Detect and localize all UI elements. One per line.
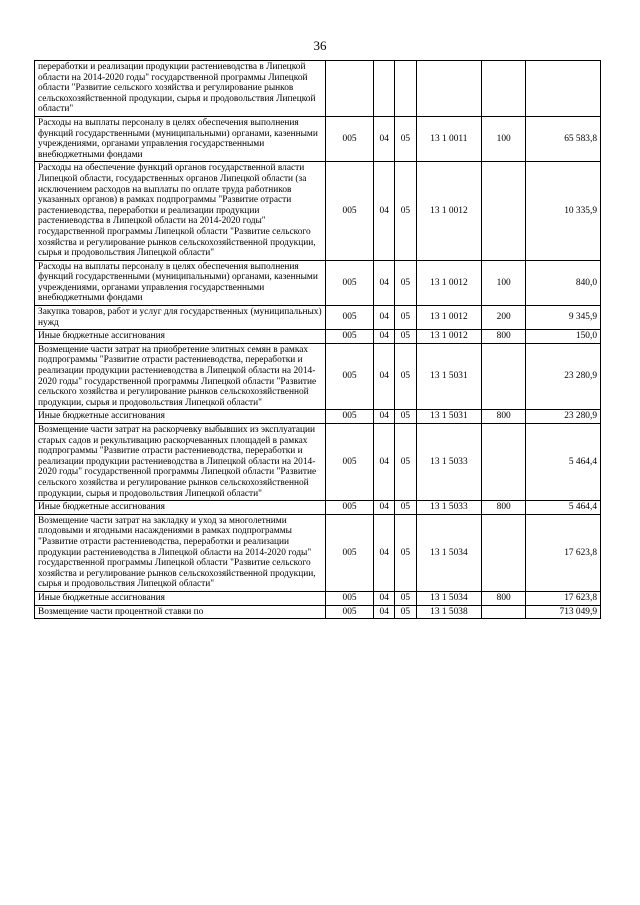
row-expense-type: 800 <box>481 501 525 515</box>
row-description: Расходы на выплаты персоналу в целях обеспечения выполнения функций государственными (муниципальными) органами, казенными учреждениями, органами управления государственными внебюджетными фондами <box>35 116 326 161</box>
row-description: Возмещение части затрат на закладку и уход за многолетними плодовыми и ягодными насаждениями в рамках подпрограммы "Развитие отрасти растениеводства, переработки и реализации продукции растениеводства в Липецкой области на 2014-2020 годы" государственной программы Липецкой области "Развитие сельского хозяйства и регулирование рынков сельскохозяйственной продукции, сырья и продовольствия Липецкой области" <box>35 514 326 591</box>
row-grbs-code: 005 <box>325 410 374 424</box>
row-subsection-code: 05 <box>395 605 417 619</box>
row-target-article: 13 1 5033 <box>416 424 481 501</box>
row-amount: 10 335,9 <box>526 162 601 260</box>
row-subsection-code: 05 <box>395 306 417 330</box>
row-grbs-code: 005 <box>325 514 374 591</box>
table-row <box>35 116 601 161</box>
row-description: Иные бюджетные ассигнования <box>35 501 326 515</box>
row-expense-type <box>481 514 525 591</box>
row-expense-type <box>481 61 525 117</box>
row-target-article <box>416 61 481 117</box>
row-subsection-code: 05 <box>395 501 417 515</box>
row-amount: 150,0 <box>526 330 601 344</box>
row-amount: 17 623,8 <box>526 591 601 605</box>
row-section-code: 04 <box>374 514 395 591</box>
row-target-article: 13 1 5034 <box>416 591 481 605</box>
table-row <box>35 501 601 515</box>
row-target-article: 13 1 0011 <box>416 116 481 161</box>
row-section-code: 04 <box>374 260 395 305</box>
table-row <box>35 330 601 344</box>
row-grbs-code: 005 <box>325 162 374 260</box>
row-subsection-code: 05 <box>395 410 417 424</box>
table-row <box>35 260 601 305</box>
row-expense-type <box>481 605 525 619</box>
row-section-code: 04 <box>374 330 395 344</box>
row-target-article: 13 1 5038 <box>416 605 481 619</box>
row-description: Иные бюджетные ассигнования <box>35 410 326 424</box>
row-expense-type: 100 <box>481 260 525 305</box>
row-grbs-code: 005 <box>325 591 374 605</box>
row-grbs-code: 005 <box>325 605 374 619</box>
row-grbs-code: 005 <box>325 260 374 305</box>
row-subsection-code: 05 <box>395 343 417 410</box>
row-amount: 5 464,4 <box>526 501 601 515</box>
row-expense-type <box>481 343 525 410</box>
row-target-article: 13 1 0012 <box>416 260 481 305</box>
row-amount: 5 464,4 <box>526 424 601 501</box>
row-amount <box>526 61 601 117</box>
row-grbs-code <box>325 61 374 117</box>
page-number: 36 <box>313 38 327 53</box>
row-description: Возмещение части затрат на раскорчевку выбывших из эксплуатации старых садов и рекультивацию раскорчеванных площадей в рамках подпрограммы "Развитие отрасти растениеводства, переработки и реализации продукции растениеводства в Липецкой области на 2014-2020 годы" государственной программы Липецкой области "Развитие сельского хозяйства и регулирование рынков сельскохозяйственной продукции, сырья и продовольствия Липецкой области" <box>35 424 326 501</box>
table-row <box>35 343 601 410</box>
row-amount: 23 280,9 <box>526 410 601 424</box>
table-row <box>35 410 601 424</box>
row-subsection-code: 05 <box>395 330 417 344</box>
row-grbs-code: 005 <box>325 424 374 501</box>
row-section-code: 04 <box>374 343 395 410</box>
row-amount: 713 049,9 <box>526 605 601 619</box>
row-description: Иные бюджетные ассигнования <box>35 591 326 605</box>
row-expense-type <box>481 424 525 501</box>
row-description: Расходы на обеспечение функций органов государственной власти Липецкой области, государственных органов Липецкой области (за исключением расходов на выплаты по оплате труда работников указанных органов) в рамках подпрограммы "Развитие отрасти растениеводства, переработки и реализации продукции растениеводства в Липецкой области на 2014-2020 годы" государственной программы Липецкой области "Развитие сельского хозяйства и регулирование рынков сельскохозяйственной продукции, сырья и продовольствия Липецкой области" <box>35 162 326 260</box>
row-section-code: 04 <box>374 424 395 501</box>
row-grbs-code: 005 <box>325 343 374 410</box>
row-description: Закупка товаров, работ и услуг для государственных (муниципальных) нужд <box>35 306 326 330</box>
row-expense-type: 100 <box>481 116 525 161</box>
row-target-article: 13 1 0012 <box>416 330 481 344</box>
row-subsection-code: 05 <box>395 591 417 605</box>
row-section-code: 04 <box>374 605 395 619</box>
row-subsection-code: 05 <box>395 116 417 161</box>
row-description: переработки и реализации продукции растениеводства в Липецкой области на 2014-2020 годы" государственной программы Липецкой области "Развитие сельского хозяйства и регулирование рынков сельскохозяйственной продукции, сырья и продовольствия Липецкой области" <box>35 61 326 117</box>
table-row <box>35 306 601 330</box>
row-target-article: 13 1 0012 <box>416 306 481 330</box>
row-description: Иные бюджетные ассигнования <box>35 330 326 344</box>
row-grbs-code: 005 <box>325 306 374 330</box>
table-row <box>35 162 601 260</box>
row-expense-type <box>481 162 525 260</box>
row-amount: 65 583,8 <box>526 116 601 161</box>
table-row <box>35 514 601 591</box>
row-subsection-code: 05 <box>395 260 417 305</box>
row-section-code: 04 <box>374 306 395 330</box>
row-section-code <box>374 61 395 117</box>
row-target-article: 13 1 0012 <box>416 162 481 260</box>
row-target-article: 13 1 5031 <box>416 343 481 410</box>
row-section-code: 04 <box>374 116 395 161</box>
row-subsection-code: 05 <box>395 162 417 260</box>
row-target-article: 13 1 5031 <box>416 410 481 424</box>
row-subsection-code: 05 <box>395 424 417 501</box>
row-subsection-code <box>395 61 417 117</box>
row-target-article: 13 1 5033 <box>416 501 481 515</box>
row-amount: 840,0 <box>526 260 601 305</box>
row-expense-type: 800 <box>481 591 525 605</box>
table-row <box>35 424 601 501</box>
row-amount: 17 623,8 <box>526 514 601 591</box>
row-expense-type: 800 <box>481 330 525 344</box>
row-expense-type: 200 <box>481 306 525 330</box>
row-grbs-code: 005 <box>325 501 374 515</box>
row-grbs-code: 005 <box>325 116 374 161</box>
table-row <box>35 591 601 605</box>
row-section-code: 04 <box>374 591 395 605</box>
row-grbs-code: 005 <box>325 330 374 344</box>
row-section-code: 04 <box>374 501 395 515</box>
table-row <box>35 605 601 619</box>
table-body <box>35 61 601 619</box>
row-expense-type: 800 <box>481 410 525 424</box>
row-section-code: 04 <box>374 162 395 260</box>
row-amount: 9 345,9 <box>526 306 601 330</box>
row-description: Возмещение части затрат на приобретение элитных семян в рамках подпрограммы "Развитие отрасти растениеводства, переработки и реализации продукции растениеводства в Липецкой области на 2014-2020 годы" государственной программы Липецкой области "Развитие сельского хозяйства и регулирование рынков сельскохозяйственной продукции, сырья и продовольствия Липецкой области" <box>35 343 326 410</box>
budget-table <box>34 60 601 619</box>
row-description: Возмещение части процентной ставки по <box>35 605 326 619</box>
row-target-article: 13 1 5034 <box>416 514 481 591</box>
row-amount: 23 280,9 <box>526 343 601 410</box>
row-subsection-code: 05 <box>395 514 417 591</box>
table-row <box>35 61 601 117</box>
row-section-code: 04 <box>374 410 395 424</box>
row-description: Расходы на выплаты персоналу в целях обеспечения выполнения функций государственными (муниципальными) органами, казенными учреждениями, органами управления государственными внебюджетными фондами <box>35 260 326 305</box>
